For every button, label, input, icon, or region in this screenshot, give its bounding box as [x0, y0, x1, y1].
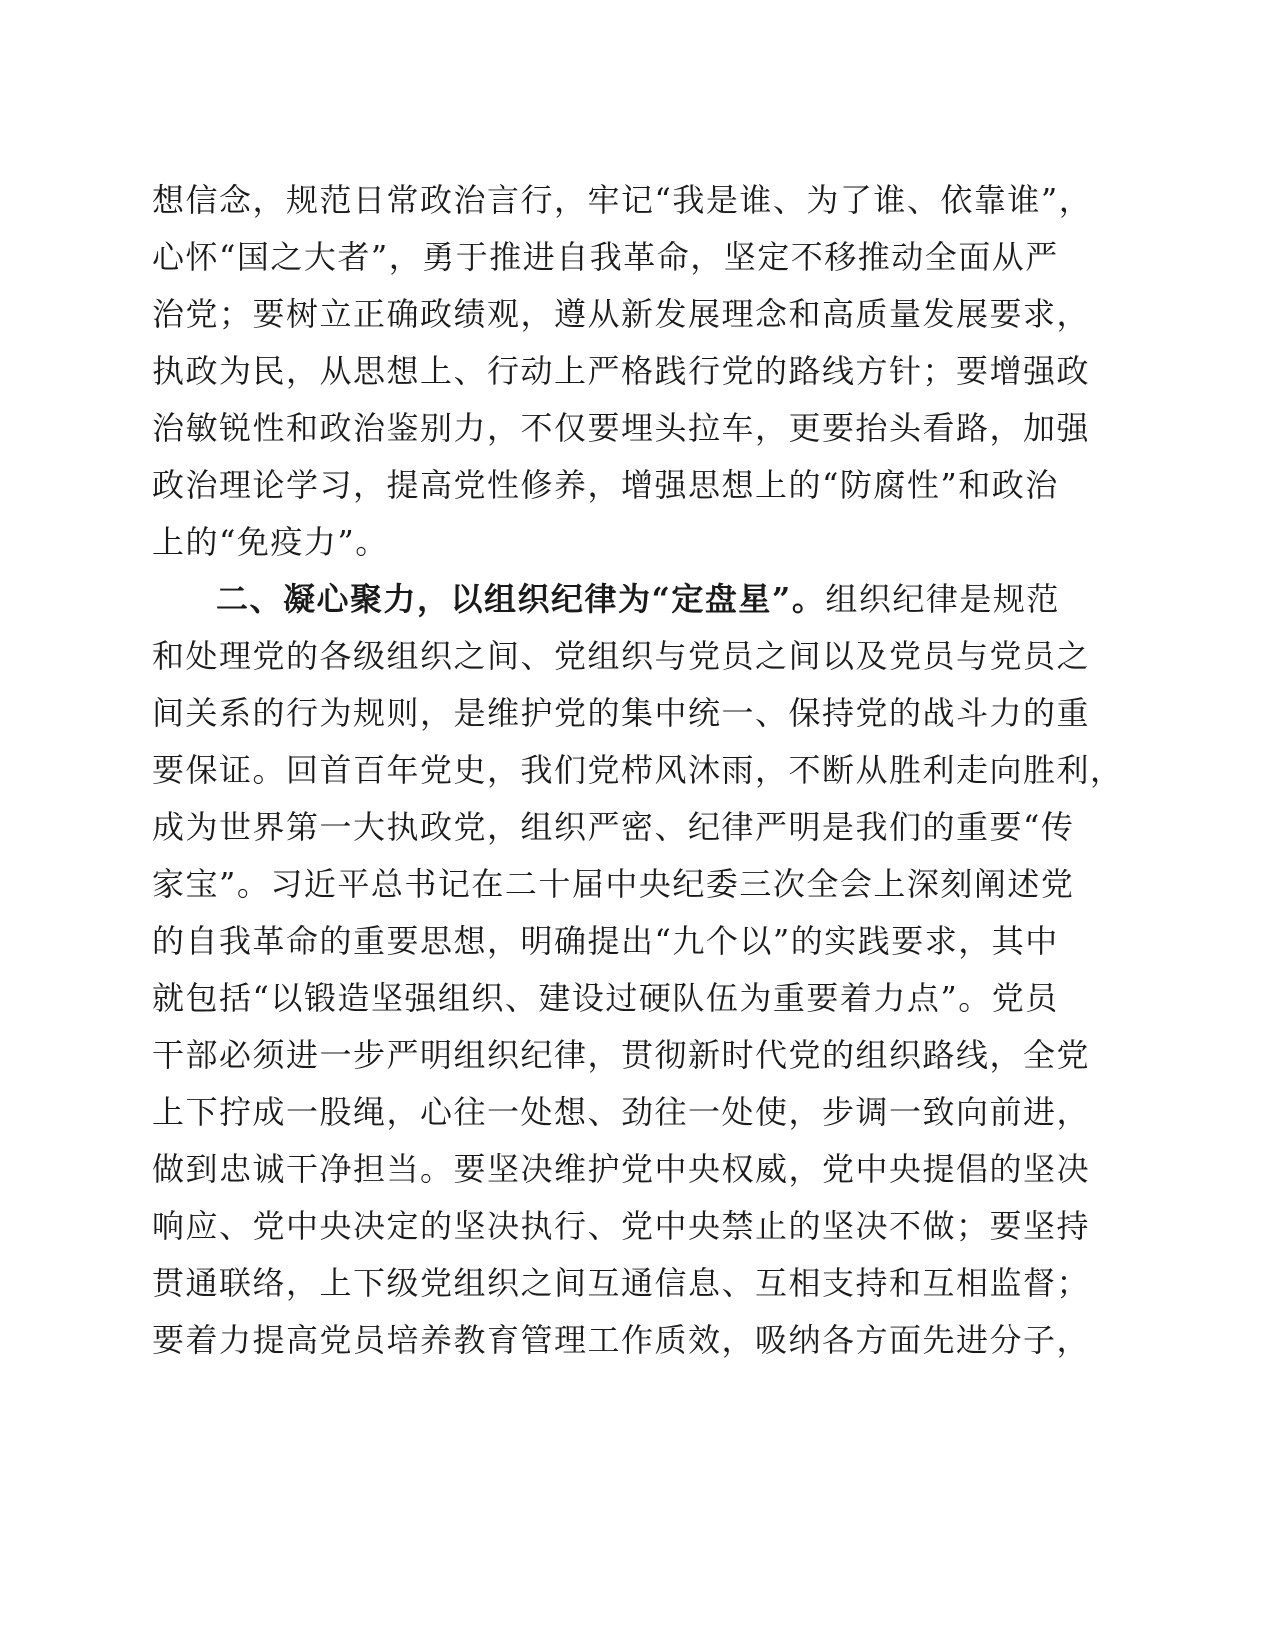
text-line: 家宝”。习近平总书记在二十届中央纪委三次全会上深刻阐述党 — [152, 865, 1075, 903]
text-line: 成为世界第一大执政党，组织严密、纪律严明是我们的重要“传 — [152, 808, 1075, 846]
text-line: 贯通联络，上下级党组织之间互通信息、互相支持和互相监督； — [152, 1264, 1091, 1302]
text-line: 就包括“以锻造坚强组织、建设过硬队伍为重要着力点”。党员 — [152, 979, 1059, 1017]
text-line: 干部必须进一步严明组织纪律，贯彻新时代党的组织路线，全党 — [152, 1036, 1091, 1074]
text-line: 的自我革命的重要思想，明确提出“九个以”的实践要求，其中 — [152, 922, 1059, 960]
text-line: 心怀“国之大者”，勇于推进自我革命，坚定不移推动全面从严 — [152, 238, 1059, 276]
text-line: 要着力提高党员培养教育管理工作质效，吸纳各方面先进分子， — [152, 1321, 1091, 1359]
text-line: 要保证。回首百年党史，我们党栉风沐雨，不断从胜利走向胜利， — [152, 751, 1124, 789]
text-line: 政治理论学习，提高党性修养，增强思想上的“防腐性”和政治 — [152, 466, 1059, 504]
text-line: 间关系的行为规则，是维护党的集中统一、保持党的战斗力的重 — [152, 694, 1091, 732]
text-line: 响应、党中央决定的坚决执行、党中央禁止的坚决不做；要坚持 — [152, 1207, 1091, 1245]
text-span: 组织纪律是规范 — [825, 580, 1060, 618]
text-line: 执政为民，从思想上、行动上严格践行党的路线方针；要增强政 — [152, 352, 1091, 390]
section-heading: 二、凝心聚力，以组织纪律为“定盘星”。 — [216, 580, 826, 618]
section-heading-line — [216, 571, 1176, 628]
text-line: 上下拧成一股绳，心往一处想、劲往一处使，步调一致向前进， — [152, 1093, 1091, 1131]
text-line: 做到忠诚干净担当。要坚决维护党中央权威，党中央提倡的坚决 — [152, 1150, 1091, 1188]
text-line: 上的“免疫力”。 — [152, 523, 389, 561]
text-line: 治党；要树立正确政绩观，遵从新发展理念和高质量发展要求， — [152, 295, 1091, 333]
text-line: 治敏锐性和政治鉴别力，不仅要埋头拉车，更要抬头看路，加强 — [152, 409, 1091, 447]
text-line: 和处理党的各级组织之间、党组织与党员之间以及党员与党员之 — [152, 637, 1091, 675]
text-line: 想信念，规范日常政治言行，牢记“我是谁、为了谁、依靠谁”， — [152, 181, 1093, 219]
